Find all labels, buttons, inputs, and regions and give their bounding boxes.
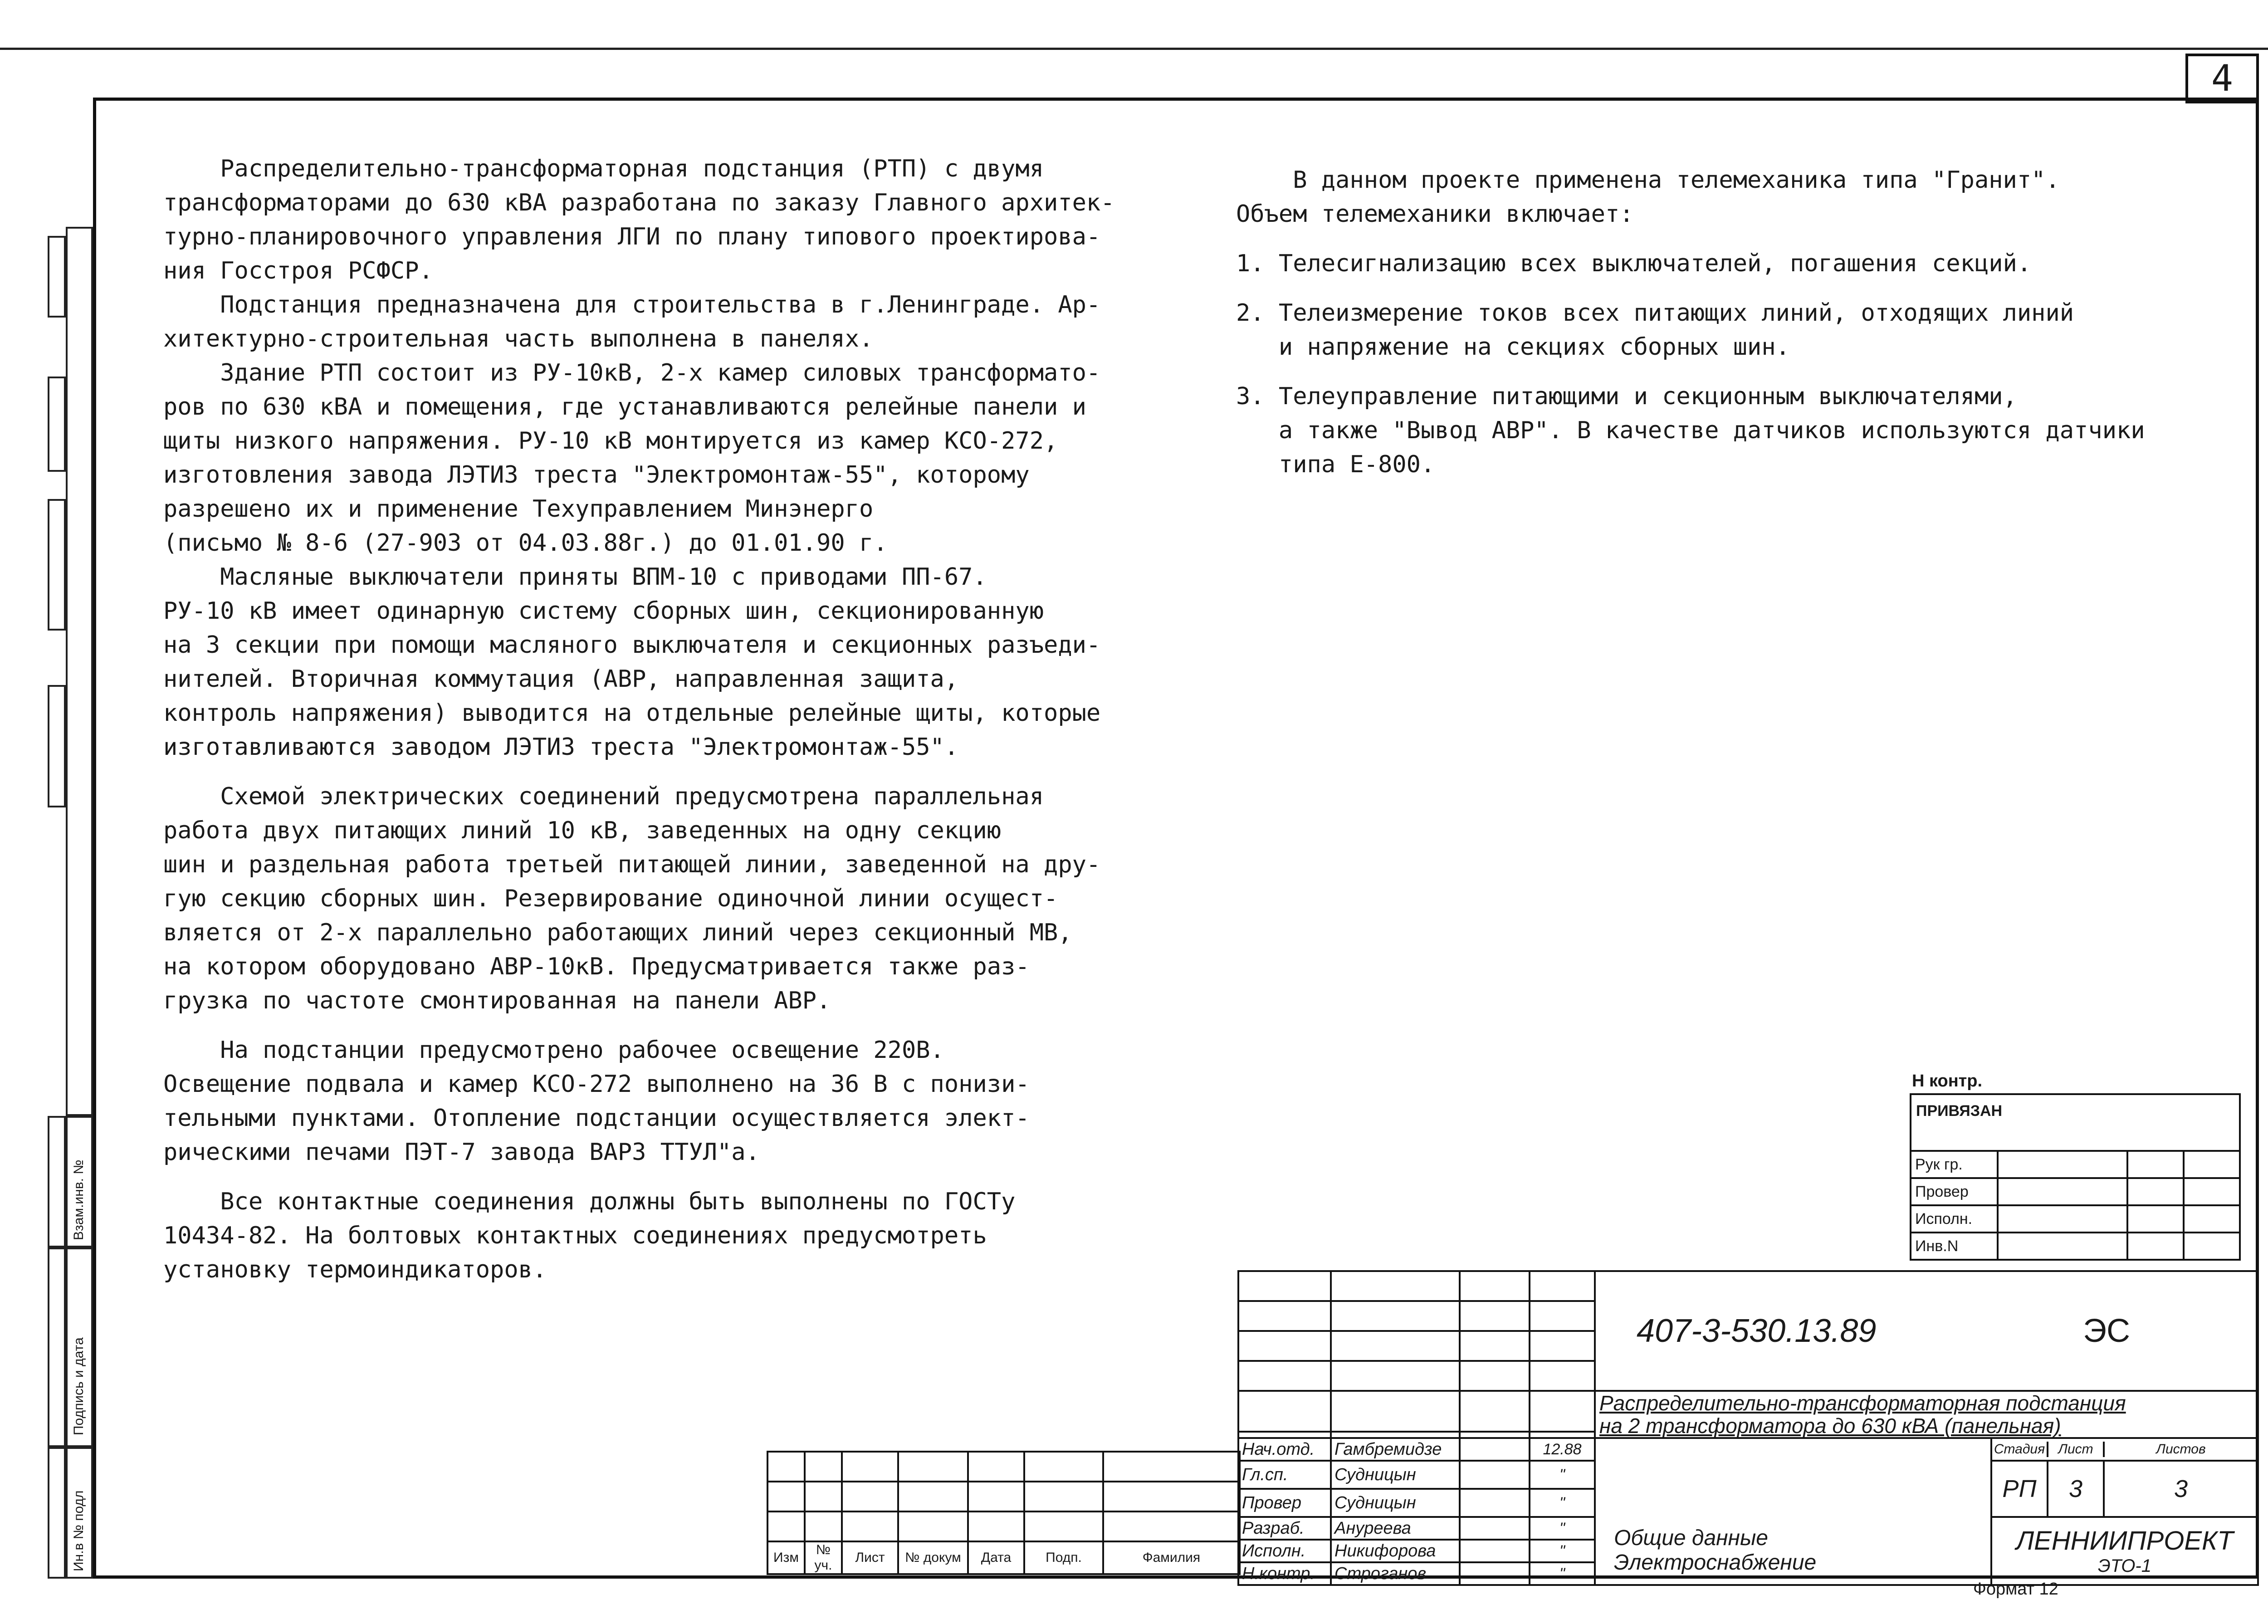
stage-value: РП	[1992, 1462, 2048, 1516]
text-line: Освещение подвала и камер КСО-272 выполнено на 36 В с понизи-	[163, 1071, 1030, 1098]
strip-cell	[48, 1116, 66, 1247]
text-line: на котором оборудовано АВР-10кВ. Предусматривается также раз-	[163, 953, 1030, 980]
text-line: 1. Телесигнализацию всех выключателей, погашения секций.	[1236, 250, 2032, 277]
text-line: РУ-10 кВ имеет одинарную систему сборных шин, секционированную	[163, 597, 1044, 625]
vzam-inv-label: Взам.инв. №	[71, 1159, 86, 1240]
text-line: изготовления завода ЛЭТИЗ треста "Электромонтаж-55", которому	[163, 461, 1030, 489]
rev-header: Дата	[968, 1541, 1024, 1574]
approval-cell	[2184, 1233, 2240, 1260]
approval-cell	[1998, 1151, 2127, 1178]
text-line: На подстанции предусмотрено рабочее освещение 220В.	[163, 1037, 944, 1064]
signer-role: Провер	[1238, 1489, 1331, 1517]
text-line: турно-планировочного управления ЛГИ по плану типового проектирова-	[163, 223, 1101, 250]
approval-row: Рук гр.	[1911, 1151, 1998, 1178]
right-text-column	[1236, 163, 2145, 482]
text-line	[163, 1018, 1115, 1033]
signer-role: Гл.сп.	[1238, 1461, 1331, 1489]
sheets-header: Листов	[2156, 1442, 2206, 1457]
text-line: вляется от 2-х параллельно работающих линий через секционный МВ,	[163, 919, 1072, 946]
text-line	[1236, 364, 2145, 380]
text-line: Подстанция предназначена для строительства в г.Ленинграде. Ар-	[163, 291, 1101, 318]
text-line: Схемой электрических соединений предусмотрена параллельная	[163, 783, 1044, 810]
text-line	[1236, 281, 2145, 296]
text-line: Объем телемеханики включает:	[1236, 201, 1634, 228]
signer-date: 12.88	[1530, 1438, 1595, 1461]
signer-mark: "	[1530, 1461, 1595, 1489]
text-line: (письмо № 8-6 (27-903 от 04.03.88г.) до 01.01.90 г.	[163, 529, 888, 557]
text-line: нителей. Вторичная коммутация (АВР, направленная защита,	[163, 665, 959, 693]
text-line: шин и раздельная работа третьей питающей линии, заведенной на дру-	[163, 851, 1101, 878]
rev-header: № докум	[898, 1541, 968, 1574]
text-line	[163, 1169, 1115, 1185]
text-line: разрешено их и применение Техуправлением Минэнерго	[163, 495, 874, 523]
approval-cell	[2184, 1151, 2240, 1178]
org-dept: ЭТО-1	[2098, 1556, 2151, 1576]
approval-cell	[2127, 1151, 2184, 1178]
text-line: и напряжение на секциях сборных шин.	[1236, 333, 1790, 361]
signer-sign	[1460, 1461, 1530, 1489]
signer-sign	[1460, 1562, 1530, 1585]
approval-cell	[2127, 1233, 2184, 1260]
revision-table	[767, 1451, 1241, 1575]
format-label: Формат 12	[1973, 1580, 2058, 1599]
text-line: гую секцию сборных шин. Резервирование одиночной линии осущест-	[163, 885, 1058, 912]
signer-mark: "	[1530, 1540, 1595, 1562]
strip-cell	[48, 236, 66, 318]
stage-header: Стадия	[1992, 1442, 2048, 1457]
text-line: 10434-82. На болтовых контактных соединениях предусмотреть	[163, 1222, 987, 1249]
text-line: установку термоиндикаторов.	[163, 1256, 547, 1283]
approval-cell	[1998, 1233, 2127, 1260]
approval-row: Исполн.	[1911, 1205, 1998, 1233]
text-line: работа двух питающих линий 10 кВ, заведенных на одну секцию	[163, 817, 1002, 844]
strip-upper	[66, 227, 93, 1116]
signer-mark: "	[1530, 1489, 1595, 1517]
text-line: на 3 секции при помощи масляного выключателя и секционных разъеди-	[163, 631, 1101, 659]
doc-mark: ЭС	[2083, 1313, 2130, 1349]
text-line: хитектурно-строительная часть выполнена в панелях.	[163, 325, 874, 352]
approval-row: Инв.N	[1911, 1233, 1998, 1260]
strip-cell	[48, 377, 66, 472]
title-line-1: Распределительно-трансформаторная подстанция	[1599, 1391, 2126, 1415]
signer-name: Строганов	[1331, 1562, 1460, 1585]
signer-name: Судницын	[1331, 1461, 1460, 1489]
inv-podl-label: Ин.в № подл	[71, 1490, 86, 1571]
approval-cell	[2127, 1205, 2184, 1233]
approval-cell	[2184, 1178, 2240, 1205]
title-block	[1237, 1270, 2259, 1586]
rev-header: Изм	[767, 1541, 805, 1574]
signer-sign	[1460, 1540, 1530, 1562]
section-line-1: Общие данные	[1614, 1526, 1768, 1550]
text-line	[1236, 231, 2145, 247]
text-line: 2. Телеизмерение токов всех питающих линий, отходящих линий	[1236, 299, 2074, 327]
binding-strip	[48, 227, 93, 1579]
strip-cell	[48, 685, 66, 807]
text-line: щиты низкого напряжения. РУ-10 кВ монтируется из камер КСО-272,	[163, 427, 1058, 455]
approval-cell	[1998, 1205, 2127, 1233]
strip-inv	[66, 1447, 93, 1579]
sheet-value: 3	[2048, 1462, 2105, 1516]
text-line: а также "Вывод АВР". В качестве датчиков используются датчики	[1236, 417, 2145, 444]
privyazan-label: ПРИВЯЗАН	[1911, 1094, 2240, 1151]
signer-role: Нач.отд.	[1238, 1438, 1331, 1461]
sheet-number: 4	[2185, 54, 2259, 103]
doc-code: 407-3-530.13.89	[1637, 1313, 1877, 1349]
section-line-2: Электроснабжение	[1614, 1551, 1817, 1575]
approval-cell	[2127, 1178, 2184, 1205]
n-kontr-label: Н контр.	[1912, 1071, 1983, 1091]
rev-header: Подп.	[1024, 1541, 1103, 1574]
strip-podpis	[66, 1247, 93, 1447]
signer-mark: "	[1530, 1517, 1595, 1540]
approval-table	[1910, 1093, 2241, 1261]
approval-row: Провер	[1911, 1178, 1998, 1205]
signer-sign	[1460, 1517, 1530, 1540]
text-line: тельными пунктами. Отопление подстанции осуществляется элект-	[163, 1105, 1030, 1132]
org-name: ЛЕННИИПРОЕКТ	[2016, 1526, 2234, 1556]
text-line: рическими печами ПЭТ-7 завода ВАРЗ ТТУЛ"а.	[163, 1139, 760, 1166]
signer-name: Никифорова	[1331, 1540, 1460, 1562]
top-rule	[0, 48, 2268, 50]
signer-sign	[1460, 1489, 1530, 1517]
podpis-data-label: Подпись и дата	[71, 1337, 86, 1435]
rev-header: Лист	[842, 1541, 898, 1574]
text-line: трансформаторами до 630 кВА разработана по заказу Главного архитек-	[163, 189, 1115, 216]
signer-role: Н.контр.	[1238, 1562, 1331, 1585]
text-line: ров по 630 кВА и помещения, где устанавливаются релейные панели и	[163, 393, 1086, 421]
signer-sign	[1460, 1438, 1530, 1461]
text-line: В данном проекте применена телемеханика типа "Гранит".	[1236, 166, 2060, 194]
sheets-value: 3	[2174, 1475, 2188, 1502]
strip-cell	[48, 1447, 66, 1579]
strip-cell	[48, 499, 66, 631]
rev-header: Фамилия	[1103, 1541, 1240, 1574]
text-line: Распределительно-трансформаторная подстанция (РТП) с двумя	[163, 155, 1044, 182]
signer-role: Разраб.	[1238, 1517, 1331, 1540]
text-line: контроль напряжения) выводится на отдельные релейные щиты, которые	[163, 699, 1101, 727]
signer-name: Ануреева	[1331, 1517, 1460, 1540]
signer-mark: "	[1530, 1562, 1595, 1585]
strip-vzam	[66, 1116, 93, 1247]
text-line	[163, 764, 1115, 780]
strip-cell	[48, 1247, 66, 1447]
rev-header: № уч.	[805, 1541, 842, 1574]
signer-name: Гамбремидзе	[1331, 1438, 1460, 1461]
left-text-column	[163, 152, 1115, 1287]
text-line: ния Госстроя РСФСР.	[163, 257, 433, 284]
text-line: Здание РТП состоит из РУ-10кВ, 2-х камер силовых трансформато-	[163, 359, 1101, 386]
text-line: грузка по частоте смонтированная на панели АВР.	[163, 987, 831, 1014]
signer-role: Исполн.	[1238, 1540, 1331, 1562]
approval-cell	[2184, 1205, 2240, 1233]
text-line: типа Е-800.	[1236, 451, 1435, 478]
text-line: Все контактные соединения должны быть выполнены по ГОСТу	[163, 1188, 1016, 1215]
text-line: изготавливаются заводом ЛЭТИЗ треста "Электромонтаж-55".	[163, 734, 959, 761]
text-line: 3. Телеуправление питающими и секционным выключателями,	[1236, 383, 2017, 410]
text-line: Масляные выключатели приняты ВПМ-10 с приводами ПП-67.	[163, 563, 987, 591]
sheet-header: Лист	[2048, 1442, 2105, 1457]
approval-cell	[1998, 1178, 2127, 1205]
title-line-2: на 2 трансформатора до 630 кВА (панельная)	[1599, 1414, 2061, 1438]
signer-name: Судницын	[1331, 1489, 1460, 1517]
